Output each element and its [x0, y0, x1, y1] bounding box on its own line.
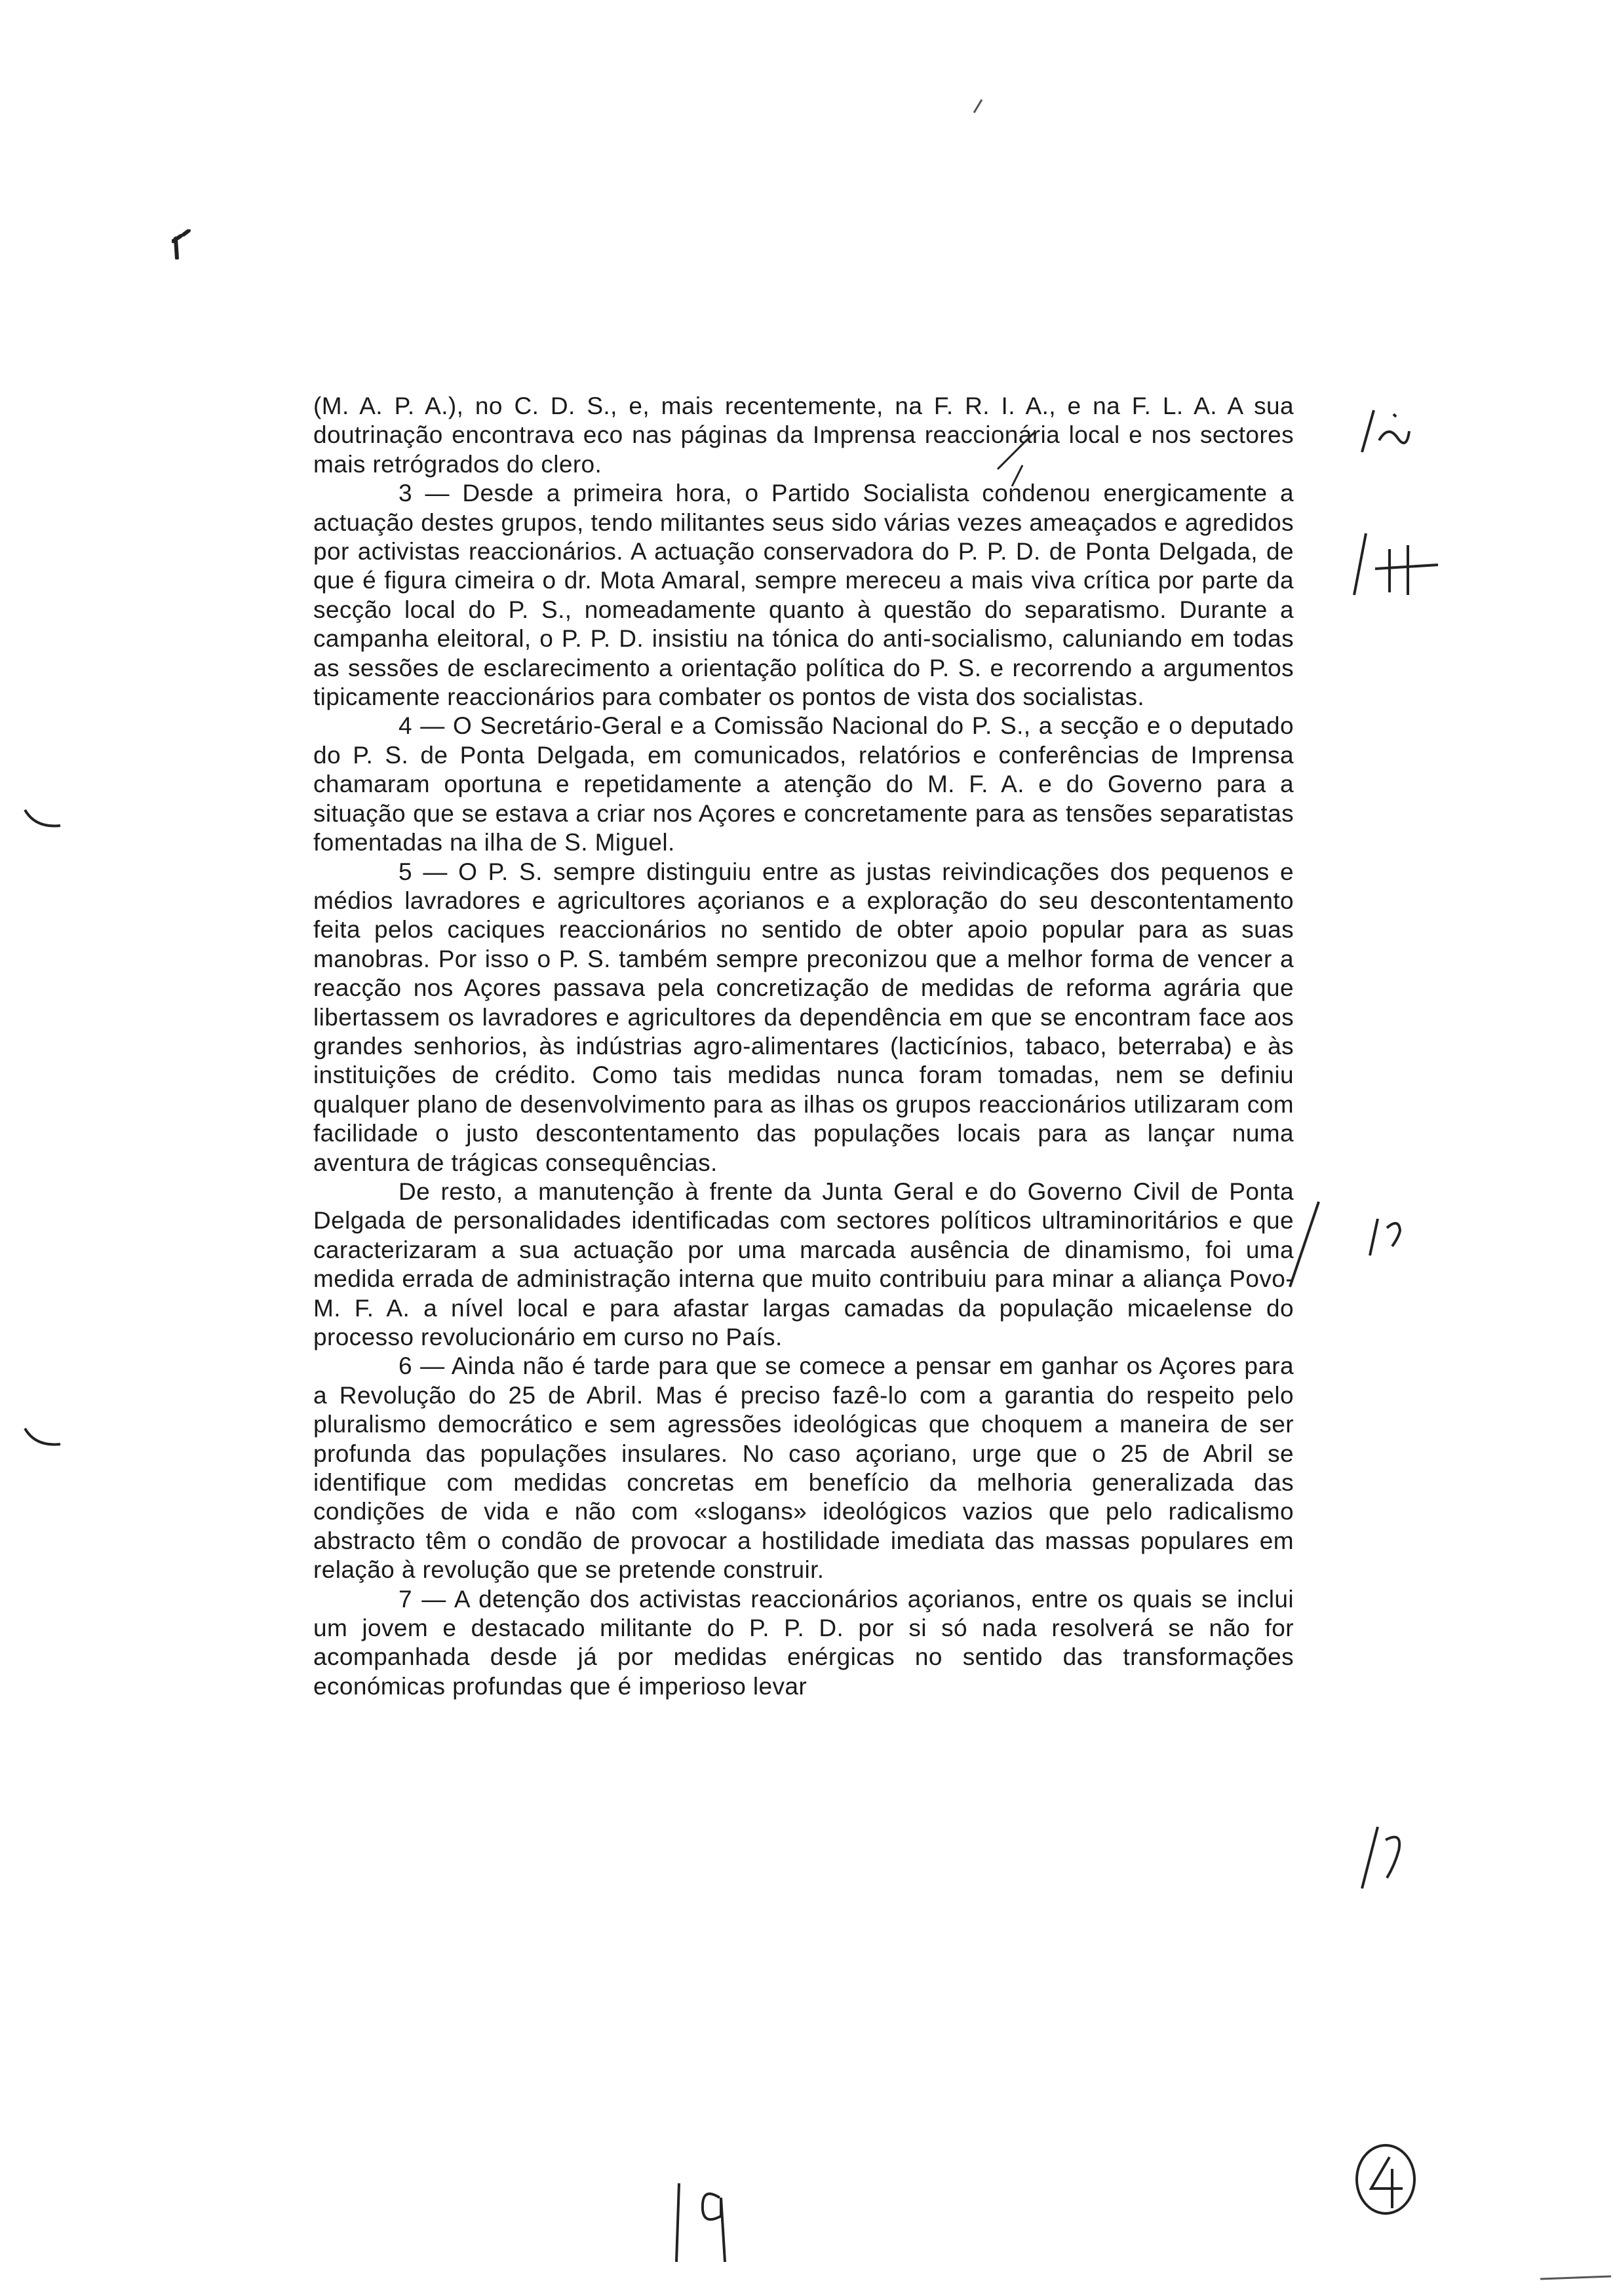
ink-mark	[172, 229, 191, 259]
handwritten-page-number	[665, 2170, 743, 2268]
paragraph: 4 — O Secretário-Geral e a Comissão Nacional do P. S., a secção e o deputado do P. S. de Ponta Delgada, em comunicados, relatórios e conferências de Imprensa chamaram oportuna e repetidamente a atenção do M. F. A. e do Governo para a situação que se estava a criar nos Açores e concretamente para as tensões separatistas fomentadas na ilha de S. Miguel.	[313, 712, 1294, 856]
paragraph: (M. A. P. A.), no C. D. S., e, mais recentemente, na F. R. I. A., e na F. L. A. A sua doutrinação encontrava eco nas páginas da Imprensa reaccionária local e nos sectores mais retrógrados do clero.	[313, 392, 1294, 478]
margin-note	[1355, 1214, 1408, 1259]
paragraph: 3 — Desde a primeira hora, o Partido Socialista condenou energicamente a actuação destes grupos, tendo militantes seus sido várias vezes ameaçados e agredidos por activistas reaccionários. A actuação conservadora do P. P. D. de Ponta Delgada, de que é figura cimeira o dr. Mota Amaral, sempre mereceu a mais viva crítica por parte da secção local do P. S., nomeadamente quanto à questão do separatismo. Durante a campanha eleitoral, o P. P. D. insistiu na tónica do anti-socialismo, caluniando em todas as sessões de esclarecimento a orientação política do P. S. e recorrendo a argumentos tipicamente reaccionários para combater os pontos de vista dos socialistas.	[313, 480, 1294, 711]
margin-note	[1355, 1822, 1408, 1894]
paragraph: 5 — O P. S. sempre distinguiu entre as justas reivindicações dos pequenos e médios lavradores e agricultores açorianos e a exploração do seu descontentamento feita pelos caciques reaccionários no sentido de obter apoio popular para as suas manobras. Por isso o P. S. também sempre preconizou que a melhor forma de vencer a reacção nos Açores passava pela concretização de medidas de reforma agrária que libertassem os lavradores e agricultores da dependência em que se encontram face aos grandes senhorios, às indústrias agro-alimentares (lacticínios, tabaco, beterraba) e às instituições de crédito. Como tais medidas nunca foram tomadas, nem se definiu qualquer plano de desenvolvimento para as ilhas os grupos reaccionários utilizaram com facilidade o justo descontentamento das populações locais para as lançar numa aventura de trágicas consequências.	[313, 858, 1294, 1176]
margin-note	[1285, 1199, 1324, 1291]
pencil-tick	[971, 98, 984, 115]
document-body	[313, 392, 1294, 1701]
paragraph: 6 — Ainda não é tarde para que se comece a pensar em ganhar os Açores para a Revolução do 25 de Abril. Mas é preciso fazê-lo com a garantia do respeito pelo pluralismo democrático e sem agressões ideológicas que choquem a maneira de ser profunda das populações insulares. No caso açoriano, urge que o 25 de Abril se identifique com medidas concretas em benefício da melhoria generalizada das condições de vida e não com «slogans» ideológicos vazios que pelo radicalismo abstracto têm o condão de provocar a hostilidade imediata das massas populares em relação à revolução que se pretende construir.	[313, 1352, 1294, 1584]
punch-hole-mark	[22, 807, 62, 833]
paragraph: De resto, a manutenção à frente da Junta Geral e do Governo Civil de Ponta Delgada de personalidades identificadas com sectores políticos ultraminoritários e que caracterizaram a sua actuação por uma marcada ausência de dinamismo, foi uma medida errada de administração interna que muito contribuiu para minar a aliança Povo-M. F. A. a nível local e para afastar largas camadas da população micaelense do processo revolucionário em curso no País.	[313, 1177, 1294, 1350]
circled-number	[1352, 2141, 1424, 2220]
punch-hole-mark	[22, 1426, 62, 1452]
paragraph: 7 — A detenção dos activistas reaccionários açorianos, entre os quais se inclui um jovem e destacado militante do P. P. D. por si só nada resolverá se não for acompanhada desde já por medidas enérgicas no sentido das transformações económicas profundas que é imperioso levar	[313, 1585, 1294, 1700]
margin-note	[1337, 529, 1442, 602]
edge-shadow	[1540, 2274, 1612, 2282]
margin-note	[1354, 405, 1413, 457]
pen-stroke	[994, 430, 1040, 489]
